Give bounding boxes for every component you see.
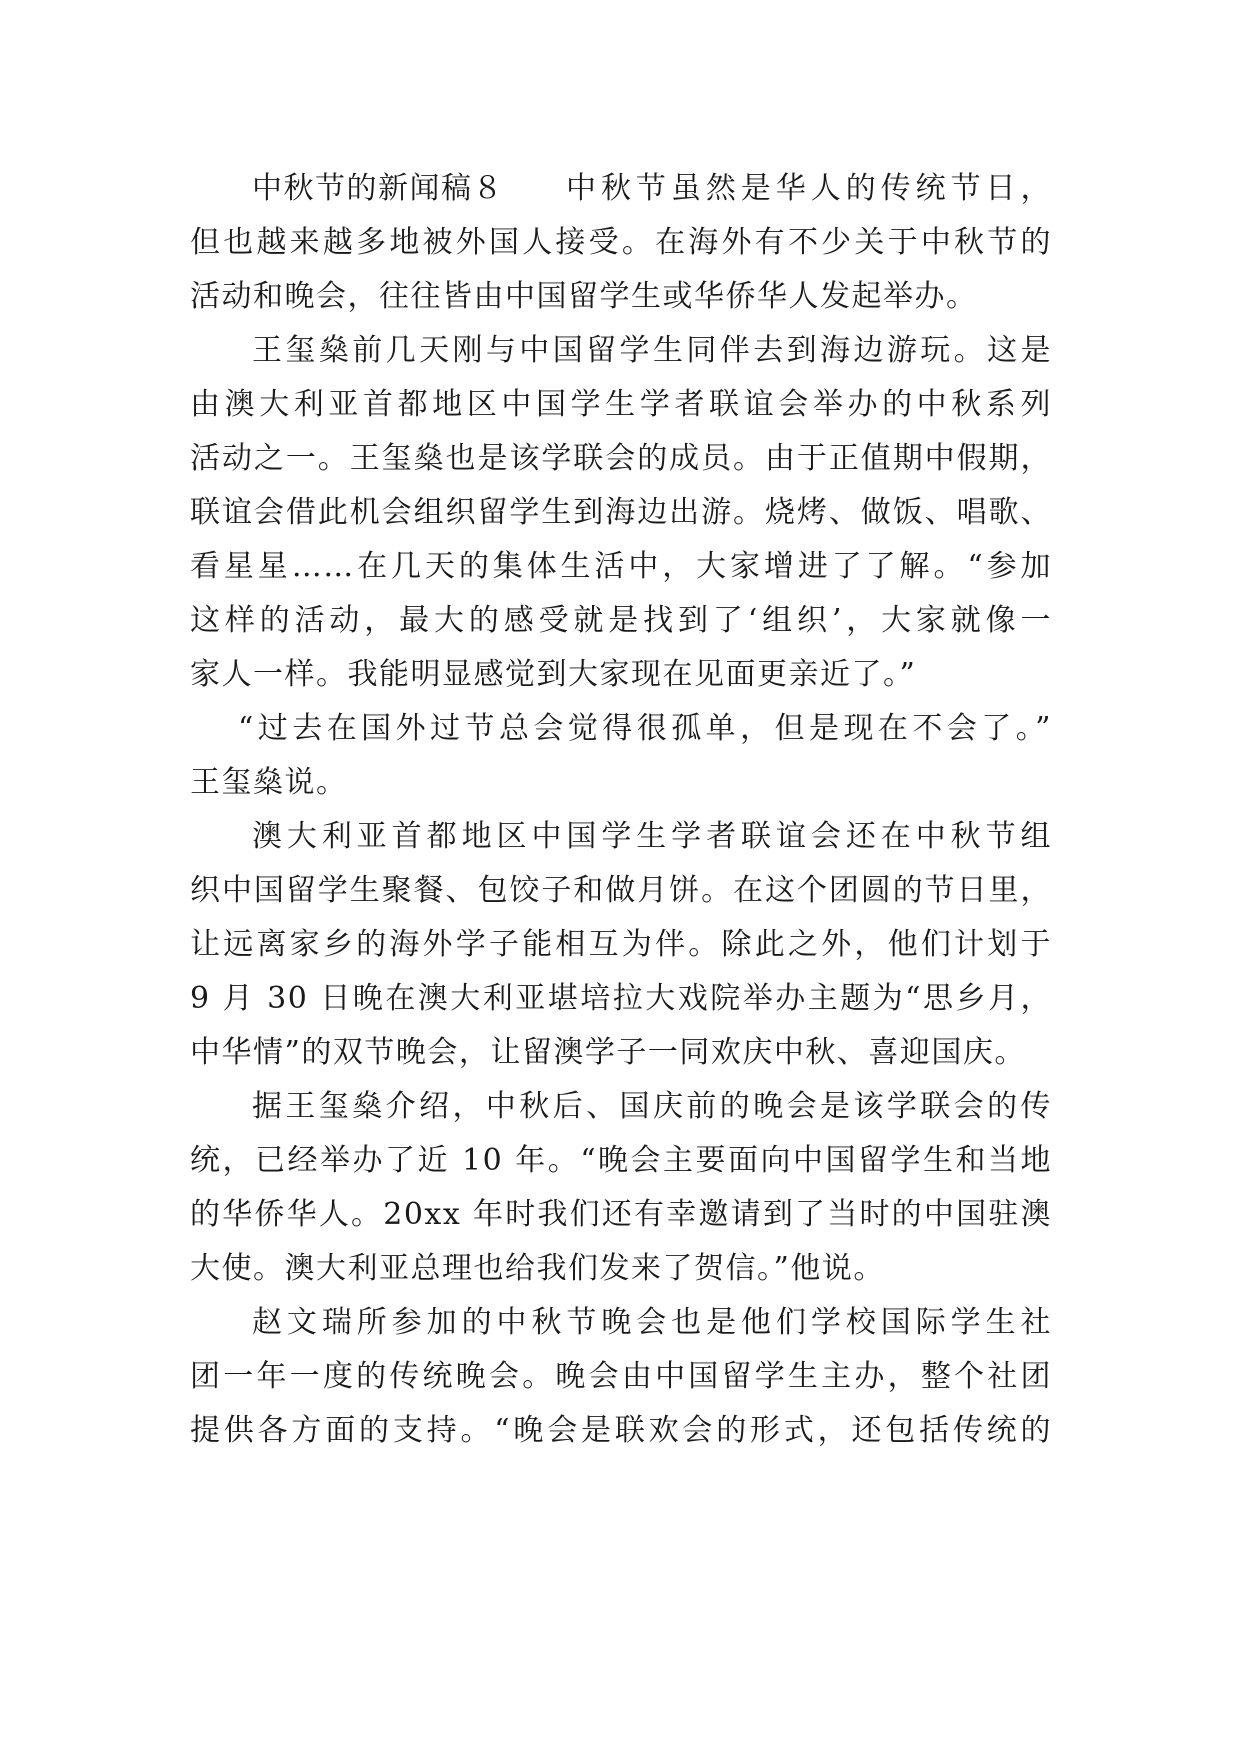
paragraph-line: 活动之一。王玺燊也是该学联会的成员。由于正值期中假期， xyxy=(190,441,1052,476)
paragraph-line: 大使。澳大利亚总理也给我们发来了贺信。”他说。 xyxy=(190,1251,885,1286)
paragraph-line: 但也越来越多地被外国人接受。在海外有不少关于中秋节的 xyxy=(190,225,1052,260)
title-gap xyxy=(504,162,566,216)
paragraph-line: “过去在国外过节总会觉得很孤单，但是现在不会了。” xyxy=(238,711,1052,746)
paragraph-line: 这样的活动，最大的感受就是找到了‘组织’，大家就像一 xyxy=(190,603,1052,638)
paragraph-line: 织中国留学生聚餐、包饺子和做月饼。在这个团圆的节日里， xyxy=(190,873,1052,908)
article-first-line xyxy=(190,162,1052,216)
paragraph-line: 王玺燊前几天刚与中国留学生同伴去到海边游玩。这是 xyxy=(252,333,1052,368)
paragraph-line: 让远离家乡的海外学子能相互为伴。除此之外，他们计划于 xyxy=(190,927,1052,962)
paragraph-line: 提供各方面的支持。“晚会是联欢会的形式，还包括传统的 xyxy=(190,1413,1052,1448)
paragraph-line: 王玺燊说。 xyxy=(190,765,348,800)
paragraph-line: 联谊会借此机会组织留学生到海边出游。烧烤、做饭、唱歌、 xyxy=(190,495,1052,530)
paragraph-line: 团一年一度的传统晚会。晚会由中国留学生主办，整个社团 xyxy=(190,1359,1052,1394)
paragraph-line: 统，已经举办了近 10 年。“晚会主要面向中国留学生和当地 xyxy=(190,1143,1052,1178)
article-body xyxy=(190,162,1052,1458)
paragraph-line: 9 月 30 日晚在澳大利亚堪培拉大戏院举办主题为“思乡月， xyxy=(190,981,1052,1016)
paragraph-line: 据王玺燊介绍，中秋后、国庆前的晚会是该学联会的传 xyxy=(252,1089,1052,1124)
paragraph-line: 家人一样。我能明显感觉到大家现在见面更亲近了。” xyxy=(190,657,917,692)
paragraph-line: 中秋节虽然是华人的传统节日， xyxy=(566,171,1052,206)
paragraph-line: 澳大利亚首都地区中国学生学者联谊会还在中秋节组 xyxy=(252,819,1052,854)
paragraph-line: 的华侨华人。20xx 年时我们还有幸邀请到了当时的中国驻澳 xyxy=(190,1197,1052,1232)
paragraph-line: 中华情”的双节晚会，让留澳学子一同欢庆中秋、喜迎国庆。 xyxy=(190,1035,1026,1070)
paragraph-line: 由澳大利亚首都地区中国学生学者联谊会举办的中秋系列 xyxy=(190,387,1052,422)
paragraph-line: 看星星……在几天的集体生活中，大家增进了了解。“参加 xyxy=(190,549,1052,584)
paragraph-line: 活动和晚会，往往皆由中国留学生或华侨华人发起举办。 xyxy=(190,279,978,314)
paragraph-line: 赵文瑞所参加的中秋节晚会也是他们学校国际学生社 xyxy=(252,1305,1052,1340)
article-title: 中秋节的新闻稿８ xyxy=(252,171,504,206)
